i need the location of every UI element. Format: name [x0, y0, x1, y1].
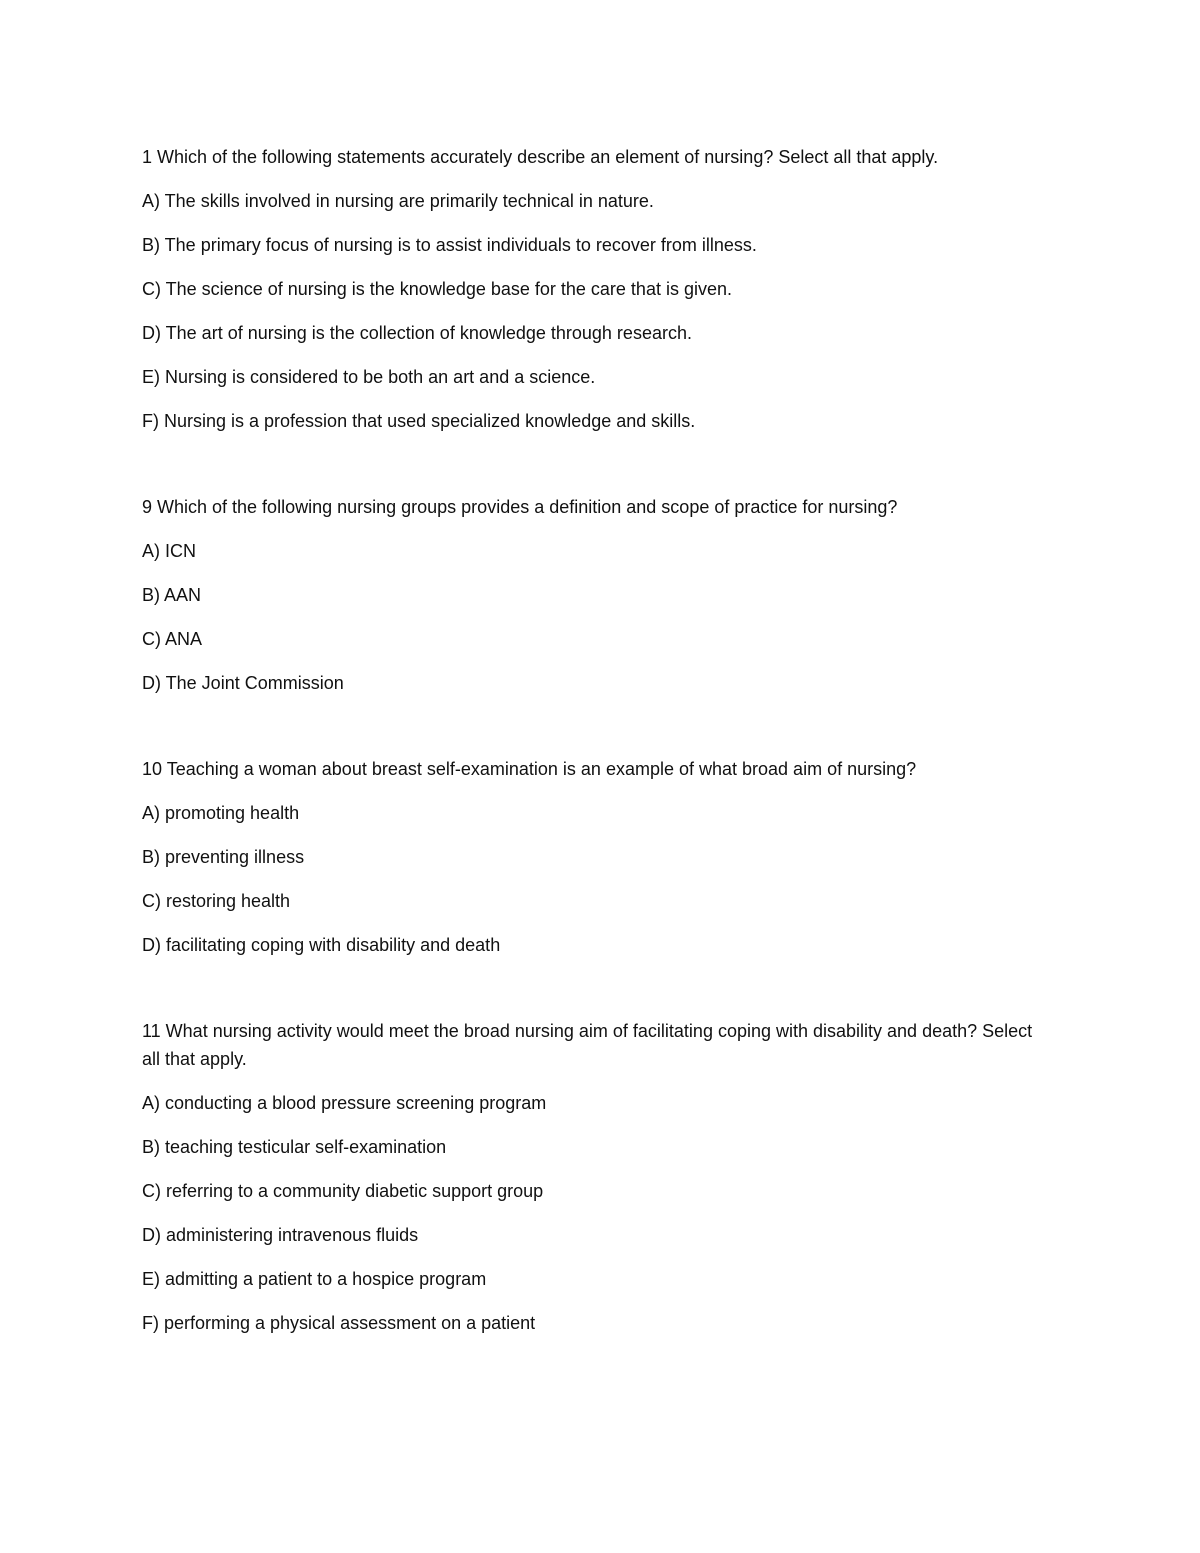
answer-option: C) restoring health [142, 891, 291, 911]
answer-option: B) teaching testicular self-examination [142, 1137, 447, 1157]
answer-option: B) preventing illness [142, 847, 305, 867]
question-block-1 [142, 143, 1042, 435]
answer-option: B) The primary focus of nursing is to assist individuals to recover from illness. [142, 235, 757, 255]
answer-option: E) admitting a patient to a hospice program [142, 1269, 487, 1289]
answer-option: C) ANA [142, 629, 203, 649]
answer-option: C) The science of nursing is the knowledge base for the care that is given. [142, 279, 732, 299]
answer-option: C) referring to a community diabetic support group [142, 1181, 544, 1201]
answer-option: D) The art of nursing is the collection of knowledge through research. [142, 323, 692, 343]
answer-option: B) AAN [142, 585, 202, 605]
answer-option: F) performing a physical assessment on a patient [142, 1313, 536, 1333]
answer-option: D) facilitating coping with disability and death [142, 935, 501, 955]
answer-option: F) Nursing is a profession that used specialized knowledge and skills. [142, 411, 696, 431]
answer-option: E) Nursing is considered to be both an art and a science. [142, 367, 596, 387]
question-block-10 [142, 755, 1042, 959]
question-block-11 [142, 1017, 1042, 1337]
question-text: 10 Teaching a woman about breast self-examination is an example of what broad aim of nursing? [142, 759, 917, 779]
answer-option: A) conducting a blood pressure screening program [142, 1093, 547, 1113]
answer-option: A) The skills involved in nursing are primarily technical in nature. [142, 191, 654, 211]
answer-option: A) promoting health [142, 803, 300, 823]
question-text: 11 What nursing activity would meet the broad nursing aim of facilitating coping with disability and death? Select all that apply. [142, 1021, 1033, 1069]
question-block-9 [142, 493, 1042, 697]
answer-option: A) ICN [142, 541, 196, 561]
answer-option: D) administering intravenous fluids [142, 1225, 419, 1245]
question-text: 9 Which of the following nursing groups provides a definition and scope of practice for nursing? [142, 497, 898, 517]
answer-option: D) The Joint Commission [142, 673, 344, 693]
question-text: 1 Which of the following statements accurately describe an element of nursing? Select all that apply. [142, 147, 939, 167]
document-content [142, 143, 1042, 1353]
